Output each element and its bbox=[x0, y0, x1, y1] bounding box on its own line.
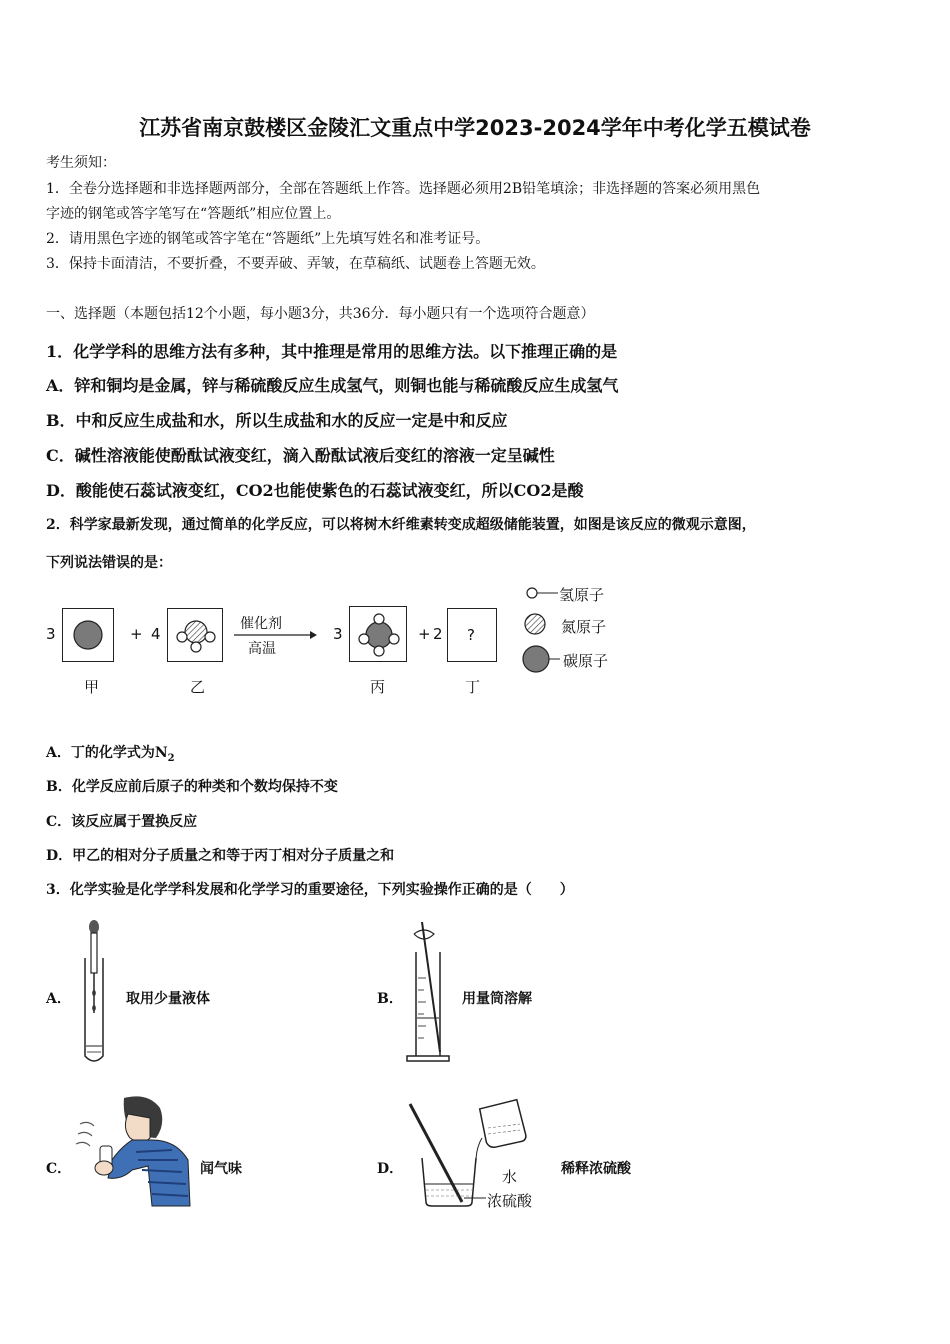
page-title: 江苏省南京鼓楼区金陵汇文重点中学2023-2024学年中考化学五模试卷 bbox=[139, 116, 811, 140]
label-water: 水 bbox=[502, 1168, 518, 1186]
carbon-atom-legend-icon bbox=[523, 646, 549, 672]
condition-catalyst: 催化剂 bbox=[240, 616, 282, 632]
coef-ding: 2 bbox=[433, 625, 443, 643]
legend-carbon: 碳原子 bbox=[563, 652, 609, 670]
q2-option-c: C．该反应属于置换反应 bbox=[46, 814, 198, 830]
q3-option-d-label: D． bbox=[377, 1161, 404, 1177]
carbon-atom-icon bbox=[63, 609, 115, 663]
q2-option-b: B．化学反应前后原子的种类和个数均保持不变 bbox=[46, 779, 338, 795]
methane-molecule-icon bbox=[350, 607, 408, 663]
name-yi: 乙 bbox=[190, 678, 206, 696]
q3-option-d-text: 稀释浓硫酸 bbox=[561, 1161, 631, 1177]
notice-line-2: 2．请用黑色字迹的钢笔或答字笔在“答题纸”上先填写姓名和准考证号。 bbox=[46, 231, 490, 247]
molecule-jia-box bbox=[62, 608, 114, 662]
q3-option-a-label: A． bbox=[46, 991, 71, 1007]
notice-heading: 考生须知： bbox=[46, 155, 116, 171]
notice-line-1b: 字迹的钢笔或答字笔写在“答题纸”相应位置上。 bbox=[46, 206, 341, 222]
molecule-bing-box bbox=[349, 606, 407, 662]
legend-icons bbox=[522, 584, 562, 676]
q3-option-b-text: 用量筒溶解 bbox=[462, 991, 532, 1007]
q3-option-c-label: C． bbox=[46, 1161, 72, 1177]
q3-option-a-text: 取用少量液体 bbox=[126, 991, 210, 1007]
notice-line-3: 3．保持卡面清洁，不要折叠，不要弄破、弄皱，在草稿纸、试题卷上答题无效。 bbox=[46, 256, 545, 272]
q2-option-d: D．甲乙的相对分子质量之和等于丙丁相对分子质量之和 bbox=[46, 848, 395, 864]
name-ding: 丁 bbox=[465, 678, 481, 696]
nitrogen-atom-icon bbox=[525, 614, 545, 634]
hydrogen-atom-icon bbox=[527, 588, 537, 598]
q3-option-c-text: 闻气味 bbox=[200, 1161, 242, 1177]
name-jia: 甲 bbox=[84, 678, 100, 696]
q2-option-a bbox=[46, 742, 175, 764]
plus-sign-1: + bbox=[130, 625, 143, 643]
coef-yi: 4 bbox=[151, 625, 161, 643]
plus-sign-2: + bbox=[418, 625, 431, 643]
person-smelling-icon bbox=[72, 1094, 192, 1212]
q2-stem: 2．科学家最新发现，通过简单的化学反应，可以将树木纤维素转变成超级储能装置，如图是该反应的微观示意图， bbox=[46, 517, 756, 533]
ammonia-molecule-icon bbox=[168, 609, 224, 663]
notice-line-1: 1．全卷分选择题和非选择题两部分，全部在答题纸上作答。选择题必须用2B铅笔填涂；非选择题的答案必须用黑色 bbox=[46, 181, 761, 197]
condition-temperature: 高温 bbox=[248, 641, 276, 657]
q3-stem: 3．化学实验是化学学科发展和化学学习的重要途径，下列实验操作正确的是（ ） bbox=[46, 882, 574, 898]
q2-stem-2: 下列说法错误的是： bbox=[46, 555, 172, 571]
section-heading: 一、选择题（本题包括12个小题，每小题3分，共36分．每小题只有一个选项符合题意） bbox=[46, 306, 595, 322]
label-conc-acid: 浓硫酸 bbox=[487, 1192, 533, 1210]
molecule-yi-box bbox=[167, 608, 223, 662]
legend-nitrogen: 氮原子 bbox=[561, 618, 607, 636]
coef-jia: 3 bbox=[46, 625, 56, 643]
legend-hydrogen: 氢原子 bbox=[559, 586, 605, 604]
dropper-test-tube-icon bbox=[75, 918, 115, 1068]
q1-option-c: C．碱性溶液能使酚酞试液变红，滴入酚酞试液后变红的溶液一定呈碱性 bbox=[46, 446, 555, 465]
q1-option-a: A．锌和铜均是金属，锌与稀硫酸反应生成氢气，则铜也能与稀硫酸反应生成氢气 bbox=[46, 376, 619, 395]
name-bing: 丙 bbox=[370, 678, 386, 696]
graduated-cylinder-icon bbox=[402, 918, 452, 1066]
molecule-ding-box bbox=[447, 608, 497, 662]
q1-option-b: B．中和反应生成盐和水，所以生成盐和水的反应一定是中和反应 bbox=[46, 411, 508, 430]
q1-option-d: D．酸能使石蕊试液变红，CO2也能使紫色的石蕊试液变红，所以CO2是酸 bbox=[46, 481, 584, 500]
q2-option-a-text: A．丁的化学式为N bbox=[46, 745, 168, 761]
coef-bing: 3 bbox=[333, 625, 343, 643]
q1-stem: 1．化学学科的思维方法有多种，其中推理是常用的思维方法。以下推理正确的是 bbox=[46, 342, 618, 361]
q3-option-b-label: B． bbox=[377, 991, 403, 1007]
unknown-mark: ? bbox=[467, 626, 475, 644]
q2-option-a-subscript: 2 bbox=[167, 752, 175, 764]
